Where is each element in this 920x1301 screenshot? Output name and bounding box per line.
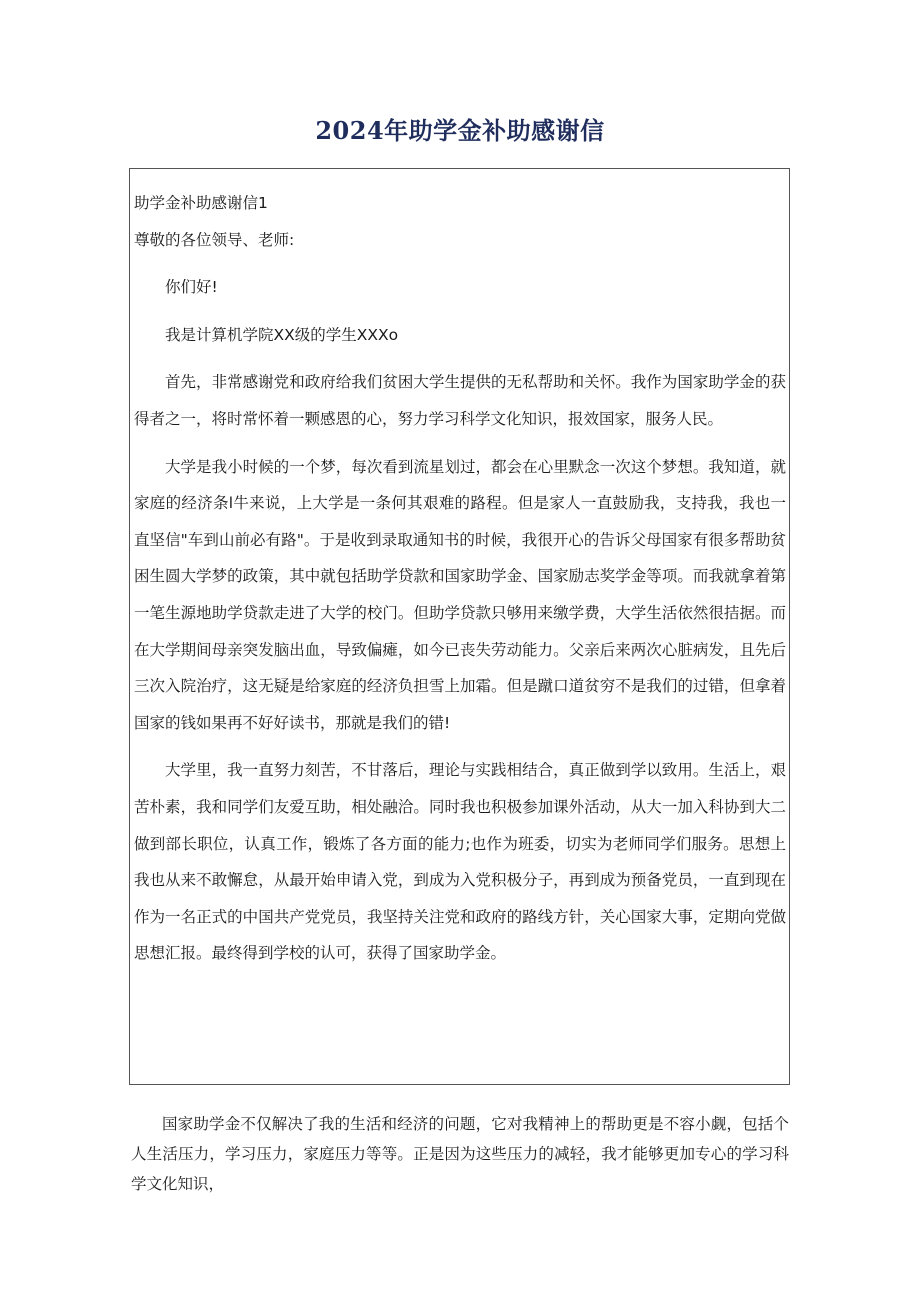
document-title: 2024年助学金补助感谢信 [315,116,605,145]
letter-box [129,168,790,1085]
letter-paragraph: 首先，非常感谢党和政府给我们贫困大学生提供的无私帮助和关怀。我作为国家助学金的获得者之一，将时常怀着一颗感恩的心，努力学习科学文化知识，报效国家，服务人民。 [134,373,786,428]
letter-body [134,185,786,972]
letter-salutation: 尊敬的各位领导、老师: [134,230,295,249]
letter-heading: 助学金补助感谢信1 [134,194,268,212]
letter-paragraph: 大学里，我一直努力刻苦，不甘落后，理论与实践相结合，真正做到学以致用。生活上，艰苦朴素，我和同学们友爱互助，相处融洽。同时我也积极参加课外活动，从大一加入科协到大二做到部长职位，认真工作，锻炼了各方面的能力;也作为班委，切实为老师同学们服务。思想上我也从来不敢懈怠，从最开始申请入党，到成为入党积极分子，再到成为预备党员，一直到现在作为一名正式的中国共产党党员，我坚持关注党和政府的路线方针，关心国家大事，定期向党做思想汇报。最终得到学校的认可，获得了国家助学金。 [134,761,786,963]
continuation-paragraph: 国家助学金不仅解决了我的生活和经济的问题，它对我精神上的帮助更是不容小觑，包括个人生活压力，学习压力，家庭压力等等。正是因为这些压力的减轻，我才能够更加专心的学习科学文化知识， [131,1115,789,1193]
letter-paragraph: 大学是我小时候的一个梦，每次看到流星划过，都会在心里默念一次这个梦想。我知道，就家庭的经济条l牛来说，上大学是一条何其艰难的路程。但是家人一直鼓励我，支持我，我也一直坚信"车到山前必有路"。于是收到录取通知书的时候，我很开心的告诉父母国家有很多帮助贫困生圆大学梦的政策，其中就包括助学贷款和国家助学金、国家励志奖学金等项。而我就拿着第一笔生源地助学贷款走进了大学的校门。但助学贷款只够用来缴学费，大学生活依然很拮据。而在大学期间母亲突发脑出血，导致偏瘫，如今已丧失劳动能力。父亲后来两次心脏病发，且先后三次入院治疗，这无疑是给家庭的经济负担雪上加霜。但是蹴口道贫穷不是我们的过错，但拿着国家的钱如果再不好好读书，那就是我们的错! [134,457,786,732]
letter-intro: 我是计算机学院XX级的学生XXXo [165,325,399,344]
letter-greeting: 你们好! [165,278,218,297]
